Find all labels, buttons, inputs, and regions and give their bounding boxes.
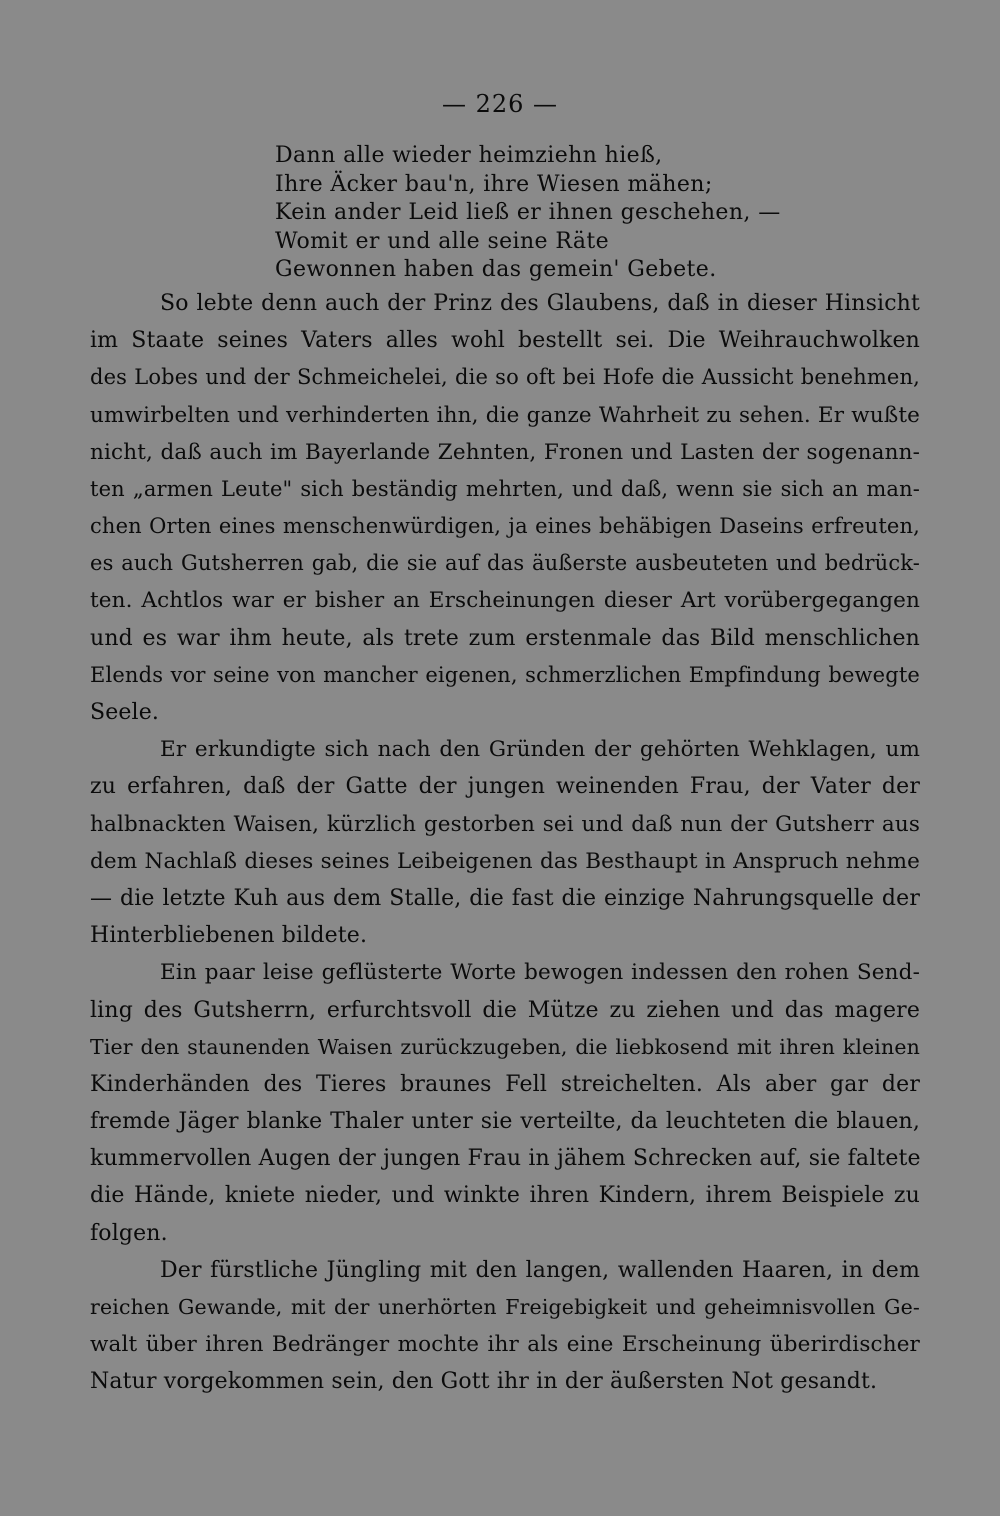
text-line: ten „armen Leute" sich beständig mehrten, und daß, wenn sie sich an man- bbox=[90, 476, 920, 501]
verse-block bbox=[275, 142, 920, 285]
text-line: Tier den staunenden Waisen zurückzugeben, die liebkosend mit ihren kleinen bbox=[90, 1034, 920, 1059]
paragraph-3 bbox=[90, 954, 920, 1252]
text-line: Natur vorgekommen sein, den Gott ihr in der äußersten Not gesandt. bbox=[90, 1369, 878, 1395]
paragraph-2 bbox=[90, 731, 920, 954]
text-line: Seele. bbox=[90, 700, 160, 726]
text-line: zu erfahren, daß der Gatte der jungen weinenden Frau, der Vater der bbox=[90, 774, 920, 800]
text-line: dem Nachlaß dieses seines Leibeigenen das Besthaupt in Anspruch nehme bbox=[90, 848, 920, 874]
text-line: des Lobes und der Schmeichelei, die so oft bei Hofe die Aussicht benehmen, bbox=[90, 365, 920, 390]
text-line: fremde Jäger blanke Thaler unter sie verteilte, da leuchteten die blauen, bbox=[90, 1109, 920, 1135]
verse-line: Dann alle wieder heimziehn hieß, bbox=[275, 143, 663, 168]
text-line: Er erkundigte sich nach den Gründen der gehörten Wehklagen, um bbox=[160, 737, 920, 763]
paragraph-1 bbox=[90, 285, 920, 731]
text-line: nicht, daß auch im Bayerlande Zehnten, Fronen und Lasten der sogenann- bbox=[90, 439, 920, 465]
text-line: So lebte denn auch der Prinz des Glaubens, daß in dieser Hinsicht bbox=[160, 290, 920, 316]
page-text bbox=[90, 142, 920, 1401]
verse-line: Womit er und alle seine Räte bbox=[275, 228, 610, 254]
text-line: chen Orten eines menschenwürdigen, ja eines behäbigen Daseins erfreuten, bbox=[90, 514, 920, 539]
text-line: reichen Gewande, mit der unerhörten Freigebigkeit und geheimnisvollen Ge- bbox=[90, 1295, 920, 1320]
text-line: im Staate seines Vaters alles wohl bestellt sei. Die Weihrauchwolken bbox=[90, 328, 920, 354]
text-line: kummervollen Augen der jungen Frau in jähem Schrecken auf, sie faltete bbox=[90, 1146, 921, 1172]
text-line: ling des Gutsherrn, erfurchtsvoll die Mütze zu ziehen und das magere bbox=[90, 997, 920, 1023]
text-line: folgen. bbox=[90, 1220, 168, 1246]
text-line: die Hände, kniete nieder, und winkte ihren Kindern, ihrem Beispiele zu bbox=[90, 1183, 920, 1209]
text-line: — die letzte Kuh aus dem Stalle, die fast die einzige Nahrungsquelle der bbox=[90, 885, 920, 911]
text-line: es auch Gutsherren gab, die sie auf das äußerste ausbeuteten und bedrück- bbox=[90, 551, 920, 576]
verse-line: Kein ander Leid ließ er ihnen geschehen, — bbox=[275, 200, 781, 226]
paragraph-4 bbox=[90, 1252, 920, 1401]
verse-line: Ihre Äcker bau'n, ihre Wiesen mähen; bbox=[275, 171, 713, 197]
text-line: ten. Achtlos war er bisher an Erscheinungen dieser Art vorübergegangen bbox=[90, 588, 920, 614]
text-line: Ein paar leise geflüsterte Worte bewogen indessen den rohen Send- bbox=[160, 960, 920, 986]
text-line: umwirbelten und verhinderten ihn, die ganze Wahrheit zu sehen. Er wußte bbox=[90, 402, 920, 428]
text-line: Kinderhänden des Tieres braunes Fell streichelten. Als aber gar der bbox=[90, 1071, 920, 1097]
text-line: Hinterbliebenen bildete. bbox=[90, 923, 368, 949]
page-number: — 226 — bbox=[441, 90, 559, 118]
text-line: Der fürstliche Jüngling mit den langen, wallenden Haaren, in dem bbox=[160, 1257, 920, 1283]
text-line: und es war ihm heute, als trete zum erstenmale das Bild menschlichen bbox=[90, 625, 920, 651]
text-line: Elends vor seine von mancher eigenen, schmerzlichen Empfindung bewegte bbox=[90, 662, 920, 687]
text-line: walt über ihren Bedränger mochte ihr als eine Erscheinung überirdischer bbox=[90, 1332, 920, 1358]
verse-line: Gewonnen haben das gemein' Gebete. bbox=[275, 257, 717, 283]
text-line: halbnackten Waisen, kürzlich gestorben sei und daß nun der Gutsherr aus bbox=[90, 811, 920, 837]
